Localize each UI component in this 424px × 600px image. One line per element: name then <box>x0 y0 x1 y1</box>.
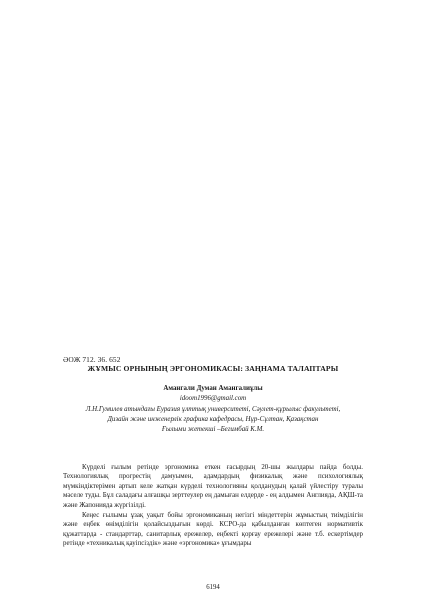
affiliation-line: Дизайн және инженерлік графика кафедрасы, Нұр-Сұлтан, Қазақстан <box>107 415 319 423</box>
article-title: ЖҰМЫС ОРНЫНЫҢ ЭРГОНОМИКАСЫ: ЗАҢНАМА ТАЛАПТАРЫ <box>87 364 339 373</box>
author-email[interactable]: idoom1996@gmail.com <box>179 395 247 403</box>
affiliation-line: Л.Н.Гумилев атындағы Еуразия ұлттық университеті, Сәулет-құрылыс факультеті, <box>85 405 341 413</box>
author-name: Амангали Думан Амангалиұлы <box>163 385 263 392</box>
author-block <box>63 384 363 435</box>
udc-code: ӘОЖ 712. 36. 652 <box>63 355 121 364</box>
body-paragraph: Күрделі ғылым ретінде эргономика еткен ғасырдың 20-шы жылдары пайда болды. Технологиялық прогрестің дамуымен, адамдардың физикалық және психологиялық мүмкіндіктерімен артып келе жатқан күрделі технологияны қолданудың қалай үйлестіру туралы мәселе туды. Бұл саладағы алғашқы зерттеулер ең дамыған елдерде - ең алдымен Англияда, АҚШ-та және Жапонияда жүргізілді. <box>63 464 363 509</box>
body-paragraph: Кеңес ғылымы ұзақ уақыт бойы эргономиканың негізгі міндеттерін жұмыстың тиімділігін және еңбек өнімділігін қолайсыздығын көрді. КСРО-да қабылданған көптеген нормативтік құжаттарда - стандарттар, санитарлық ережелер, еңбекті қорғау ережелері және т.б. ескертімдер ретінде «техникалық қауіпсіздік» және «эргономика» ұғымдары <box>63 512 363 548</box>
article-body <box>63 463 363 549</box>
supervisor-line: Ғылыми жетекші –Бегимбай К.М. <box>161 426 265 434</box>
page-number: 6194 <box>206 584 220 591</box>
